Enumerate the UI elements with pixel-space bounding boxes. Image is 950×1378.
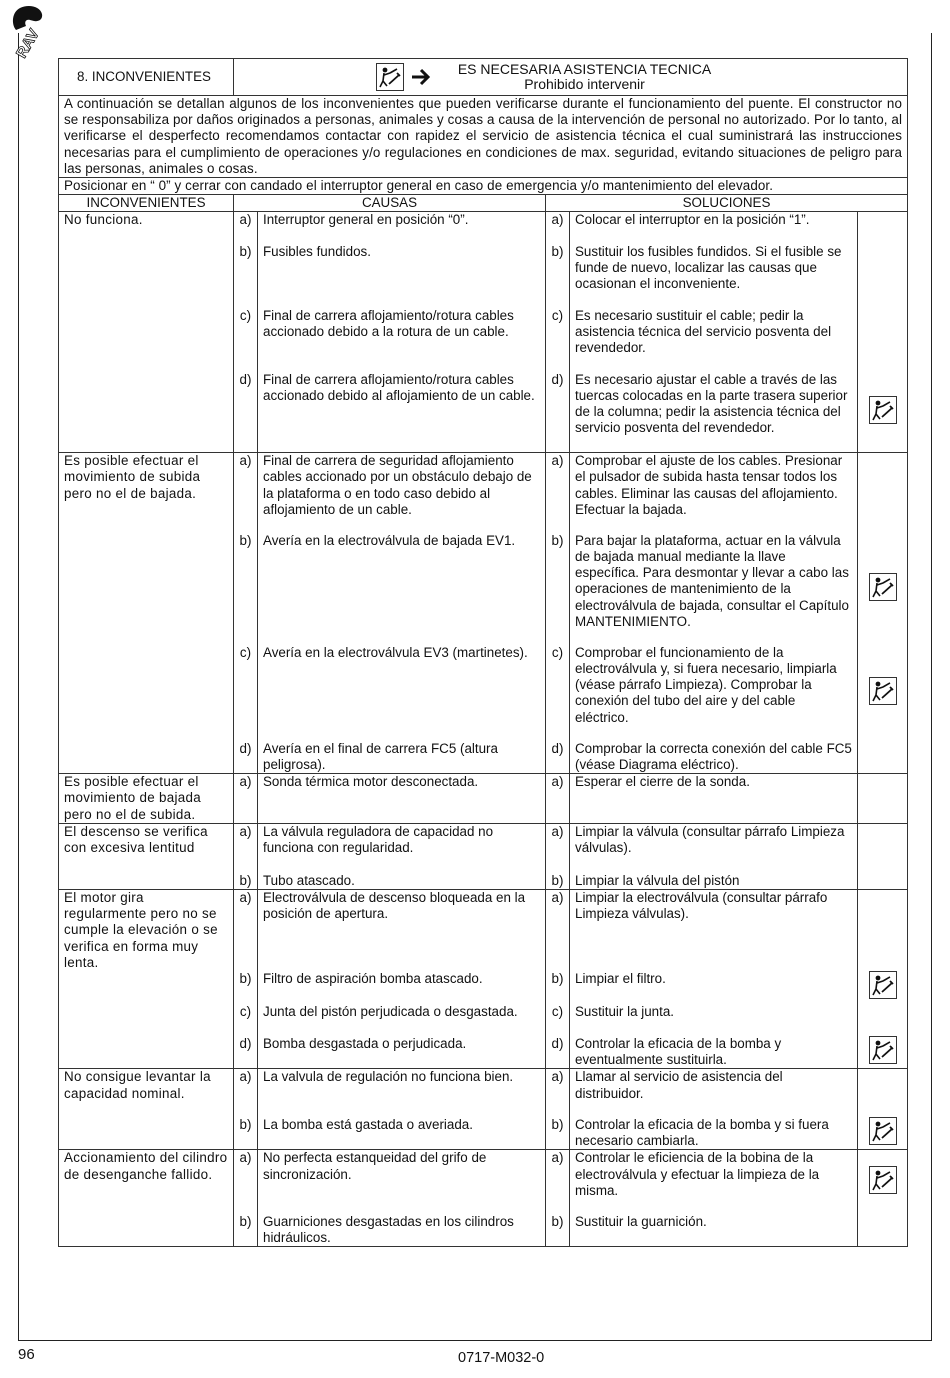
problem-cell: [59, 1036, 234, 1069]
cause-cell: Sonda térmica motor desconectada.: [258, 774, 546, 824]
table-row: [59, 1036, 908, 1069]
icon-cell: [858, 308, 908, 372]
cause-letter: a): [234, 1150, 258, 1214]
cause-letter: a): [234, 889, 258, 971]
solution-cell: Comprobar la correcta conexión del cable FC5 (véase Diagrama eléctrico).: [570, 741, 858, 774]
cause-letter: d): [234, 372, 258, 453]
arrow-right-icon: [410, 67, 432, 87]
svg-text:RAV: RAV: [12, 26, 43, 62]
cause-letter: c): [234, 308, 258, 372]
brand-logo-icon: [6, 4, 48, 62]
solution-cell: Controlar la eficacia de la bomba y eventualmente sustituirla.: [570, 1036, 858, 1069]
problem-cell: [59, 971, 234, 1004]
cause-letter: a): [234, 453, 258, 533]
column-headers: [59, 195, 908, 212]
table-row: [59, 1117, 908, 1150]
cause-cell: La bomba está gastada o averiada.: [258, 1117, 546, 1150]
header-row: [59, 59, 908, 96]
cause-cell: Tubo atascado.: [258, 873, 546, 890]
solution-letter: b): [546, 971, 570, 1004]
wrench-technician-icon: [869, 396, 897, 424]
problem-cell: [59, 1117, 234, 1150]
icon-cell: [858, 1069, 908, 1117]
wrench-technician-icon: [869, 1036, 897, 1064]
problem-cell: Es posible efectuar el movimiento de subida pero no el de bajada.: [59, 453, 234, 533]
cause-letter: b): [234, 873, 258, 890]
cause-letter: d): [234, 1036, 258, 1069]
icon-cell: [858, 1036, 908, 1069]
solution-letter: d): [546, 1036, 570, 1069]
icon-cell: [858, 533, 908, 645]
solution-cell: Es necesario ajustar el cable a través de las tuercas colocadas en la parte trasera superior de la columna; pedir la asistencia técnica del servicio posventa del revendedor.: [570, 372, 858, 453]
wrench-technician-icon: [376, 63, 404, 91]
problem-cell: Es posible efectuar el movimiento de bajada pero no el de subida.: [59, 774, 234, 824]
table-row: [59, 873, 908, 890]
section-title: 8. INCONVENIENTES: [59, 59, 234, 96]
cause-letter: a): [234, 774, 258, 824]
solution-cell: Sustituir la junta.: [570, 1004, 858, 1036]
icon-cell: [858, 244, 908, 308]
cause-cell: Avería en la electroválvula EV3 (martinetes).: [258, 645, 546, 741]
problem-cell: [59, 645, 234, 741]
solution-letter: a): [546, 453, 570, 533]
table-row: [59, 212, 908, 244]
solution-letter: b): [546, 244, 570, 308]
cause-cell: Final de carrera aflojamiento/rotura cables accionado debido al aflojamiento de un cable.: [258, 372, 546, 453]
solution-cell: Controlar la eficacia de la bomba y si fuera necesario cambiarla.: [570, 1117, 858, 1150]
wrench-technician-icon: [869, 971, 897, 999]
icon-cell: [858, 1004, 908, 1036]
solution-cell: Llamar al servicio de asistencia del distribuidor.: [570, 1069, 858, 1117]
icon-cell: [858, 741, 908, 774]
cause-cell: Final de carrera de seguridad aflojamiento cables accionado por un obstáculo debajo de la plataforma o en todo caso debido al aflojamiento de un cable.: [258, 453, 546, 533]
solution-letter: d): [546, 741, 570, 774]
table-row: [59, 372, 908, 453]
table-row: [59, 889, 908, 971]
cause-cell: La valvula de regulación no funciona bien.: [258, 1069, 546, 1117]
cause-cell: Guarniciones desgastadas en los cilindros hidráulicos.: [258, 1214, 546, 1247]
table-row: [59, 244, 908, 308]
icon-cell: [858, 873, 908, 890]
table-row: [59, 1069, 908, 1117]
icon-cell: [858, 212, 908, 244]
table-row: [59, 1150, 908, 1214]
solution-letter: a): [546, 1150, 570, 1214]
assistance-title: ES NECESARIA ASISTENCIA TECNICA: [457, 61, 712, 77]
problem-cell: [59, 741, 234, 774]
solution-cell: Controlar le eficiencia de la bobina de la electroválvula y efectuar la limpieza de la misma.: [570, 1150, 858, 1214]
icon-cell: [858, 824, 908, 873]
column-header-causes: CAUSAS: [234, 195, 546, 212]
solution-letter: d): [546, 372, 570, 453]
icon-cell: [858, 774, 908, 824]
solution-cell: Limpiar el filtro.: [570, 971, 858, 1004]
solution-cell: Es necesario sustituir el cable; pedir la asistencia técnica del servicio posventa del revendedor.: [570, 308, 858, 372]
solution-letter: a): [546, 774, 570, 824]
cause-cell: Avería en el final de carrera FC5 (altura peligrosa).: [258, 741, 546, 774]
solution-letter: b): [546, 533, 570, 645]
cause-cell: Final de carrera aflojamiento/rotura cables accionado debido a la rotura de un cable.: [258, 308, 546, 372]
table-row: [59, 453, 908, 533]
problem-cell: [59, 372, 234, 453]
table-row: [59, 971, 908, 1004]
cause-cell: Junta del pistón perjudicada o desgastada.: [258, 1004, 546, 1036]
wrench-technician-icon: [869, 677, 897, 705]
cause-letter: b): [234, 244, 258, 308]
problem-cell: [59, 533, 234, 645]
solution-cell: Sustituir la guarnición.: [570, 1214, 858, 1247]
wrench-technician-icon: [869, 573, 897, 601]
cause-letter: b): [234, 971, 258, 1004]
solution-letter: b): [546, 1117, 570, 1150]
solution-letter: a): [546, 824, 570, 873]
problem-cell: No funciona.: [59, 212, 234, 244]
cause-cell: Fusibles fundidos.: [258, 244, 546, 308]
cause-letter: b): [234, 1214, 258, 1247]
cause-letter: a): [234, 212, 258, 244]
solution-letter: a): [546, 1069, 570, 1117]
icon-cell: [858, 1214, 908, 1247]
solution-cell: Limpiar la válvula del pistón: [570, 873, 858, 890]
problem-cell: [59, 1004, 234, 1036]
icon-cell: [858, 645, 908, 741]
solution-cell: Limpiar la electroválvula (consultar párrafo Limpieza válvulas).: [570, 889, 858, 971]
solution-letter: c): [546, 1004, 570, 1036]
icon-cell: [858, 971, 908, 1004]
cause-cell: Bomba desgastada o perjudicada.: [258, 1036, 546, 1069]
table-row: [59, 308, 908, 372]
cause-cell: Avería en la electroválvula de bajada EV1.: [258, 533, 546, 645]
icon-cell: [858, 453, 908, 533]
problem-cell: El descenso se verifica con excesiva lentitud: [59, 824, 234, 873]
cause-cell: No perfecta estanqueidad del grifo de sincronización.: [258, 1150, 546, 1214]
icon-cell: [858, 1117, 908, 1150]
intro-text: A continuación se detallan algunos de los inconvenientes que pueden verificarse durante el funcionamiento del puente. El constructor no se responsabiliza por daños originados a personas, animales y cosas a causa de la intervención de personal no autorizado. Por lo tanto, al verificarse el desperfecto recomendamos contactar con rapidez el servicio de asistencia técnica el cual suministrará las instrucciones necesarias para el cumplimiento de operaciones y/o regulaciones en condiciones de max. seguridad, evitando situaciones de peligro para las personas, animales o cosas.: [59, 96, 908, 178]
table-row: [59, 824, 908, 873]
cause-letter: b): [234, 533, 258, 645]
cause-letter: d): [234, 741, 258, 774]
cause-letter: a): [234, 1069, 258, 1117]
solution-letter: c): [546, 308, 570, 372]
solution-letter: c): [546, 645, 570, 741]
icon-cell: [858, 372, 908, 453]
solution-letter: b): [546, 1214, 570, 1247]
table-row: [59, 1214, 908, 1247]
problem-cell: [59, 244, 234, 308]
problem-cell: No consigue levantar la capacidad nominal.: [59, 1069, 234, 1117]
problem-cell: Accionamiento del cilindro de desenganche fallido.: [59, 1150, 234, 1214]
cause-cell: Interruptor general en posición “0”.: [258, 212, 546, 244]
table-row: [59, 1004, 908, 1036]
wrench-technician-icon: [869, 1117, 897, 1145]
doc-code: 0717-M032-0: [458, 1350, 545, 1366]
assistance-header: [234, 59, 908, 96]
problem-cell: [59, 873, 234, 890]
solution-cell: Comprobar el ajuste de los cables. Presionar el pulsador de subida hasta tensar todos los cables. Eliminar las causas del aflojamiento. Efectuar la bajada.: [570, 453, 858, 533]
page-number: 96: [18, 1346, 35, 1363]
solution-cell: Esperar el cierre de la sonda.: [570, 774, 858, 824]
cause-cell: La válvula reguladora de capacidad no funciona con regularidad.: [258, 824, 546, 873]
cause-letter: c): [234, 1004, 258, 1036]
table-row: [59, 774, 908, 824]
icon-cell: [858, 1150, 908, 1214]
cause-letter: a): [234, 824, 258, 873]
solution-cell: Colocar el interruptor en la posición “1”.: [570, 212, 858, 244]
column-header-solutions: SOLUCIONES: [546, 195, 908, 212]
warning-text: Posicionar en “ 0” y cerrar con candado el interruptor general en caso de emergencia y/o mantenimiento del elevador.: [59, 178, 908, 195]
cause-letter: b): [234, 1117, 258, 1150]
assistance-subtitle: Prohibido intervenir: [524, 76, 645, 92]
table-row: [59, 533, 908, 645]
solution-cell: Sustituir los fusibles fundidos. Si el fusible se funde de nuevo, localizar las causas que ocasionan el inconveniente.: [570, 244, 858, 308]
cause-cell: Filtro de aspiración bomba atascado.: [258, 971, 546, 1004]
table-row: [59, 645, 908, 741]
wrench-technician-icon: [869, 1166, 897, 1194]
cause-letter: c): [234, 645, 258, 741]
solution-letter: a): [546, 212, 570, 244]
solution-cell: Comprobar el funcionamiento de la electroválvula y, si fuera necesario, limpiarla (véase párrafo Limpieza). Comprobar la conexión del tubo del aire y del cable eléctrico.: [570, 645, 858, 741]
problem-cell: El motor gira regularmente pero no se cumple la elevación o se verifica en forma muy lenta.: [59, 889, 234, 971]
column-header-problems: INCONVENIENTES: [59, 195, 234, 212]
solution-cell: Limpiar la válvula (consultar párrafo Limpieza válvulas).: [570, 824, 858, 873]
problem-cell: [59, 308, 234, 372]
solution-letter: b): [546, 873, 570, 890]
solution-letter: a): [546, 889, 570, 971]
icon-cell: [858, 889, 908, 971]
cause-cell: Electroválvula de descenso bloqueada en la posición de apertura.: [258, 889, 546, 971]
rows-body: [59, 212, 908, 1247]
troubleshooting-table: [58, 58, 908, 1247]
table-row: [59, 741, 908, 774]
solution-cell: Para bajar la plataforma, actuar en la válvula de bajada manual mediante la llave específica. Para desmontar y llevar a cabo las operaciones de mantenimiento de la electroválvula de bajada, consultar el Capítulo MANTENIMIENTO.: [570, 533, 858, 645]
problem-cell: [59, 1214, 234, 1247]
